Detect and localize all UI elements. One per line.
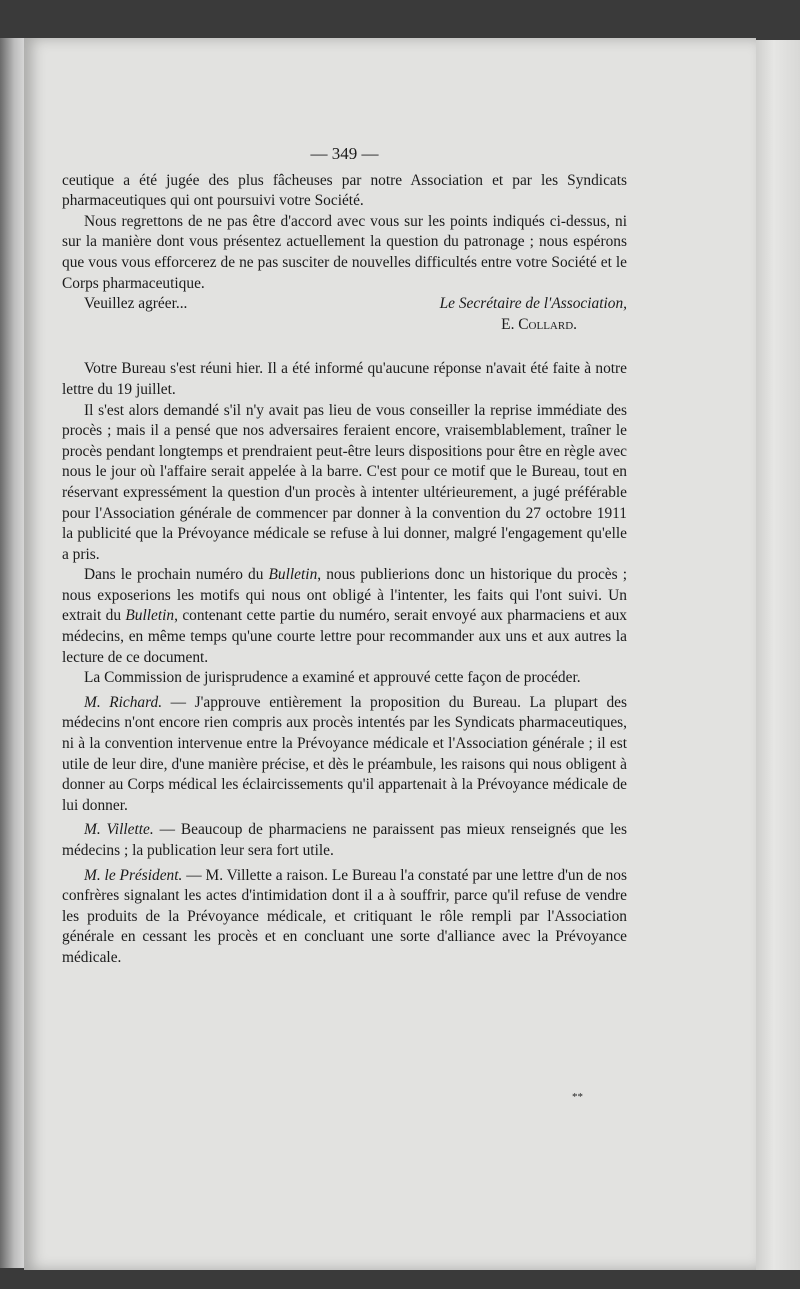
section-separator: **	[572, 1091, 583, 1103]
body-paragraph: Il s'est alors demandé s'il n'y avait pas lieu de vous conseiller la reprise immédiate des procès ; mais il a pensé que nos adversaires feraient encore, vraisemblablement, traîner le procès pendant longtemps et prendraient peut-être leurs dispositions pour être en règle avec nous le jour où l'affaire serait appelée à la barre. C'est pour ce motif que le Bureau, tout en réservant expressément la question d'un procès à intenter ultérieurement, a jugé préférable pour l'Association générale de commencer par donner à la convention du 27 octobre 1911 la publicité que la Prévoyance médicale se refuse à lui donner, malgré l'engagement qu'elle a pris.	[62, 401, 627, 563]
page-number: — 349 —	[310, 144, 379, 163]
speech-paragraph	[62, 693, 627, 817]
speech-paragraph	[62, 866, 627, 969]
text-run: Dans le prochain numéro du	[84, 566, 269, 584]
bulletin-paragraph	[62, 565, 627, 668]
publication-title: Bulletin	[268, 566, 318, 584]
signer-title: Le Secrétaire de l'Association,	[439, 295, 627, 313]
speech-text: — M. Villette a raison. Le Bureau l'a constaté par une lettre d'un de nos confrères signalant les actes d'intimidation dont il a à souffrir, parce qu'il refuse de vendre les produits de la Prévoyance médicale, et critiquant le rôle rempli par l'Association générale en cessant les procès et en concluant une sorte d'alliance avec la Prévoyance médicale.	[62, 866, 627, 966]
speaker-name: M. le Président.	[84, 866, 183, 884]
speech-text: — J'approuve entièrement la proposition du Bureau. La plupart des médecins n'ont encore rien compris aux procès intentés par les Syndicats pharmaceutiques, ni à la convention intervenue entre la Prévoyance médicale et l'Association générale ; il est utile de leur dire, d'une manière précise, et dès le préambule, les raisons qui nous obligent à donner au Corps médical les éclaircissements qu'il appartenait à la Prévoyance médicale de lui donner.	[62, 693, 627, 814]
commission-paragraph: La Commission de jurisprudence a examiné et approuvé cette façon de procéder.	[84, 669, 581, 687]
speaker-name: M. Richard.	[84, 693, 163, 711]
signer-name: E. Collard.	[501, 315, 577, 333]
text-run: , nous publierions donc un historique du procès ; nous exposerions les motifs qui nous ont obligé à l'intenter, les faits qui l'ont suivi. Un extrait du	[62, 566, 627, 625]
speaker-name: M. Villette.	[84, 821, 154, 839]
closing-formula: Veuillez agréer...	[84, 295, 188, 313]
text-run: , contenant cette partie du numéro, serait envoyé aux pharmaciens et aux médecins, en même temps qu'une courte lettre pour recommander aux uns et aux autres la lecture de ce document.	[62, 607, 627, 666]
letter-paragraph: ceutique a été jugée des plus fâcheuses par notre Association et par les Syndicats pharmaceutiques qui ont poursuivi votre Société.	[62, 171, 627, 210]
letter-paragraph: Nous regrettons de ne pas être d'accord avec vous sur les points indiqués ci-dessus, ni sur la manière dont vous présentez actuellement la question du patronage ; nous espérons que vous vous efforcerez de ne pas susciter de nouvelles difficultés entre votre Société et le Corps pharmaceutique.	[62, 212, 627, 292]
speech-paragraph	[62, 820, 627, 861]
adjacent-page-edge	[0, 38, 24, 1268]
body-paragraph: Votre Bureau s'est réuni hier. Il a été informé qu'aucune réponse n'avait été faite à notre lettre du 19 juillet.	[62, 360, 627, 398]
speech-text: — Beaucoup de pharmaciens ne paraissent pas mieux renseignés que les médecins ; la publication leur sera fort utile.	[62, 821, 627, 859]
page-text	[62, 144, 627, 969]
signer-block	[62, 315, 627, 336]
publication-title: Bulletin	[125, 607, 175, 625]
letter-closing-line	[62, 294, 627, 315]
page-stack-edge	[756, 40, 800, 1270]
